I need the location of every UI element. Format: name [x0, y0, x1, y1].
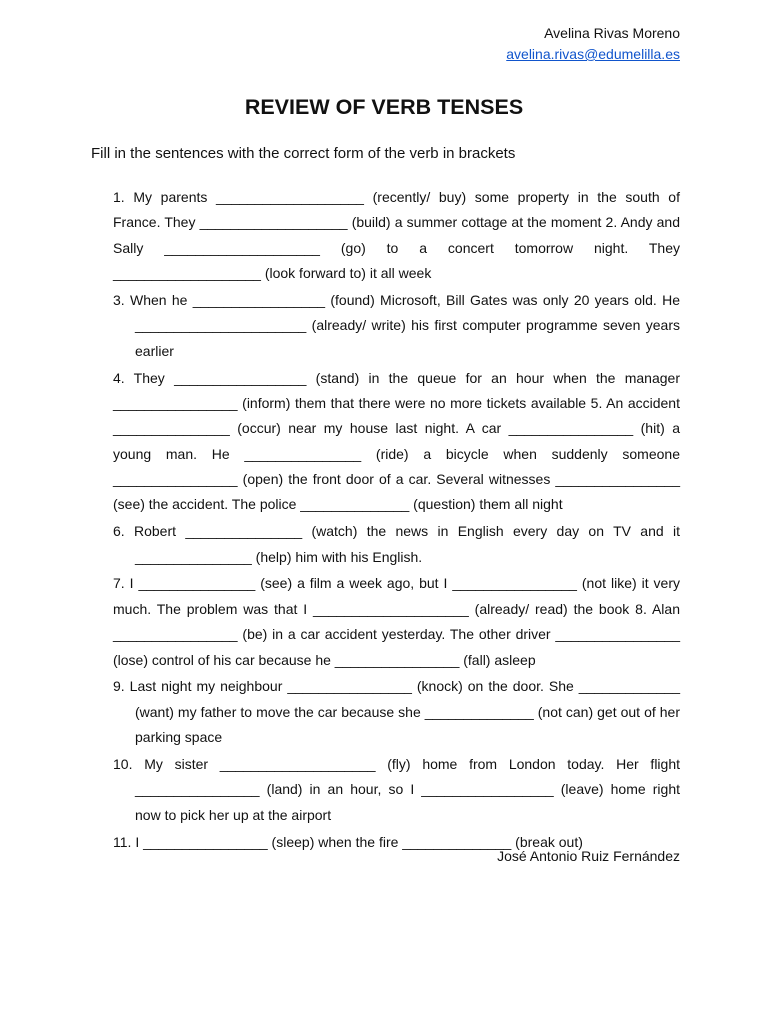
- exercise-item-10: [113, 752, 680, 828]
- exercise-line: earlier: [135, 342, 174, 359]
- exercise-line: young man. He _______________ (ride) a bicycle when suddenly someone: [113, 445, 680, 462]
- exercise-line: ________________ (inform) them that there were no more tickets available 5. An accident: [113, 394, 680, 411]
- exercise-item-1: [113, 185, 680, 287]
- exercise-line: (want) my father to move the car because she ______________ (not can) get out of her: [135, 703, 680, 720]
- exercise-line: _______________ (occur) near my house last night. A car ________________ (hit) a: [113, 420, 680, 437]
- exercise-line: (lose) control of his car because he ________________ (fall) asleep: [113, 651, 536, 668]
- exercise-instruction: Fill in the sentences with the correct form of the verb in brackets: [91, 145, 516, 162]
- exercise-item-3: [113, 288, 680, 364]
- exercise-line: 1. My parents ___________________ (recently/ buy) some property in the south of: [113, 189, 680, 205]
- exercise-line: parking space: [135, 729, 223, 746]
- exercise-line: 9. Last night my neighbour ________________ (knock) on the door. She _____________: [113, 678, 680, 695]
- exercise-line: much. The problem was that I ____________________ (already/ read) the book 8. Alan: [113, 600, 680, 617]
- exercise-line: France. They ___________________ (build) a summer cottage at the moment 2. Andy and: [113, 214, 680, 231]
- exercise-line: ________________ (open) the front door of a car. Several witnesses ________________: [113, 471, 680, 488]
- exercise-item-6: [113, 519, 680, 570]
- author-email-link[interactable]: avelina.rivas@edumelilla.es: [506, 46, 680, 62]
- exercise-line: 11. I ________________ (sleep) when the fire ______________ (break out): [113, 833, 583, 850]
- exercise-line: now to pick her up at the airport: [135, 806, 332, 823]
- exercise-line: 3. When he _________________ (found) Microsoft, Bill Gates was only 20 years old. He: [113, 291, 680, 308]
- exercise-line: 10. My sister ____________________ (fly) home from London today. Her flight: [113, 755, 680, 772]
- exercise-line: ________________ (be) in a car accident yesterday. The other driver ________________: [113, 626, 680, 643]
- exercise-line: ________________ (land) in an hour, so I _________________ (leave) home right: [135, 781, 680, 798]
- exercise-line: _______________ (help) him with his English.: [135, 548, 423, 565]
- exercise-line: 4. They _________________ (stand) in the queue for an hour when the manager: [113, 369, 680, 386]
- author-name: Avelina Rivas Moreno: [544, 25, 680, 41]
- exercise-list: [113, 185, 680, 855]
- exercise-line: (see) the accident. The police ______________ (question) them all night: [113, 496, 563, 513]
- page-title: REVIEW OF VERB TENSES: [244, 95, 524, 119]
- exercise-line: 7. I _______________ (see) a film a week ago, but I ________________ (not like) it very: [113, 575, 680, 592]
- exercise-item-4: [113, 366, 680, 518]
- exercise-line: 6. Robert _______________ (watch) the news in English every day on TV and it: [113, 523, 680, 540]
- exercise-line: ______________________ (already/ write) his first computer programme seven years: [135, 317, 680, 334]
- footer-signature: José Antonio Ruiz Fernández: [497, 848, 680, 864]
- exercise-item-7: [113, 571, 680, 673]
- exercise-line: Sally ____________________ (go) to a concert tomorrow night. They: [113, 239, 680, 256]
- exercise-item-9: [113, 674, 680, 750]
- exercise-line: ___________________ (look forward to) it all week: [113, 265, 432, 282]
